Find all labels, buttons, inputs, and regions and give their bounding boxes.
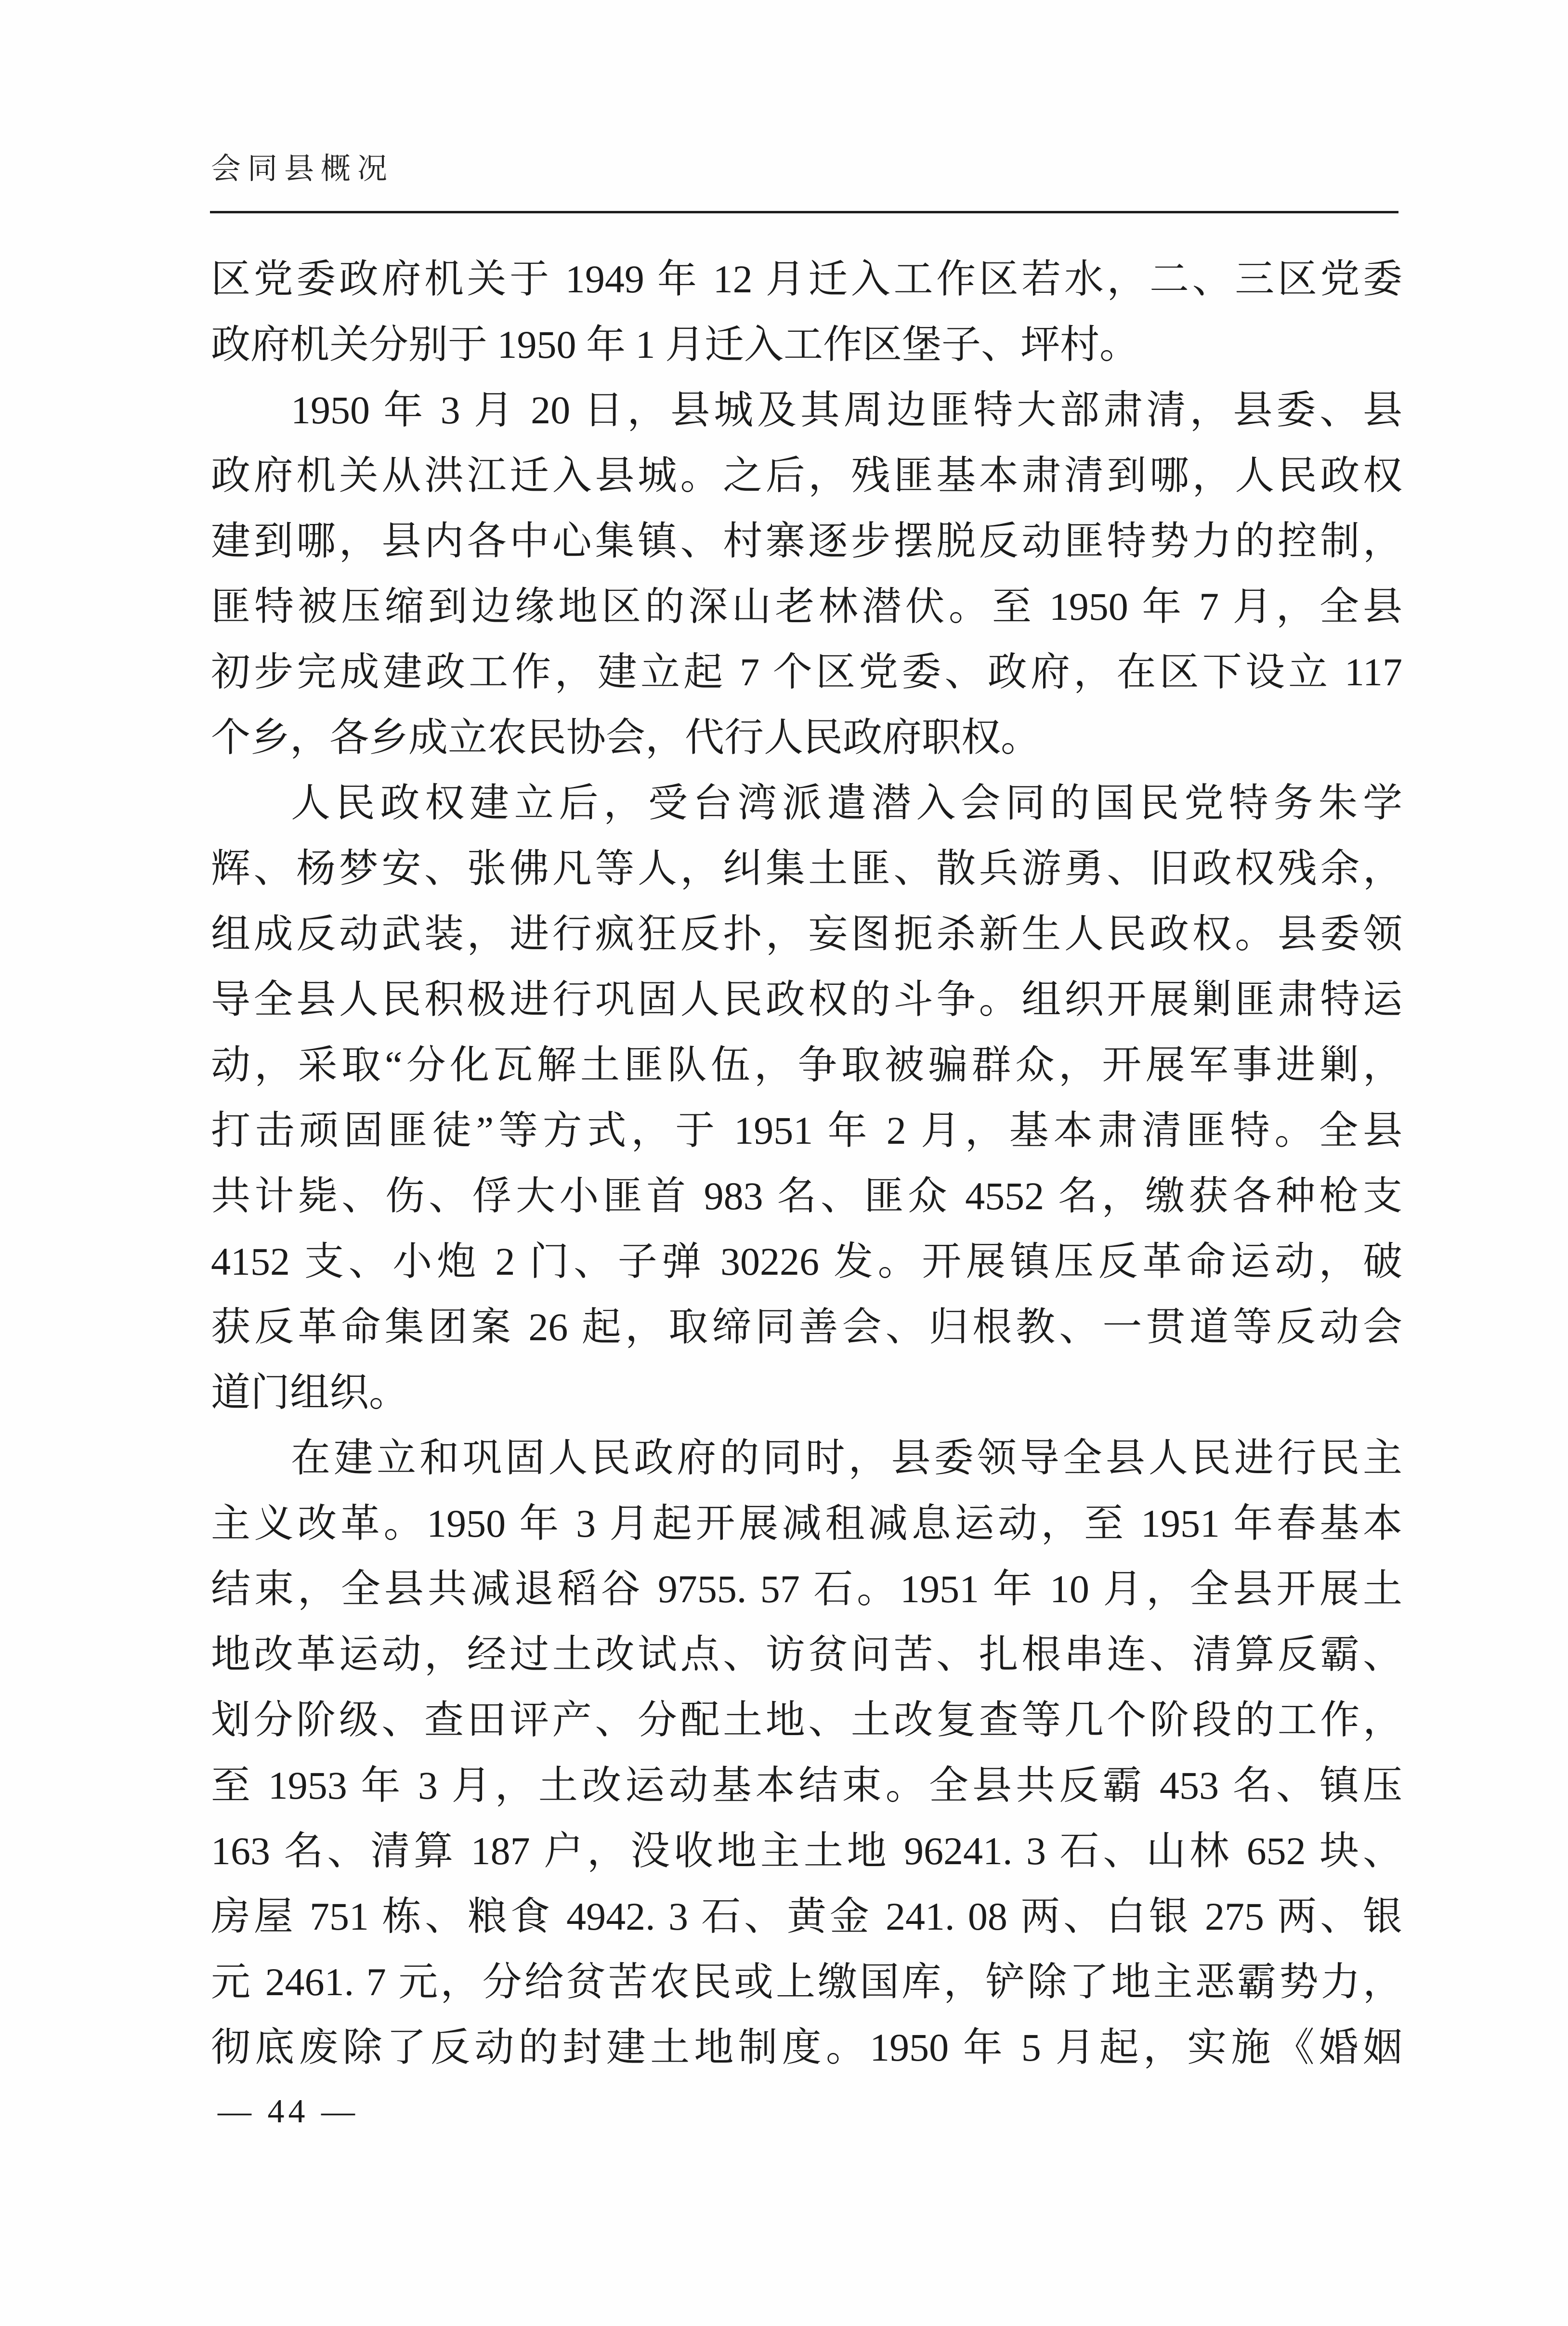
text-line: 政府机关从洪江迁入县城。之后，残匪基本肃清到哪，人民政权 — [211, 454, 1402, 497]
text-line: 结束，全县共减退稻谷 9755. 57 石。1951 年 10 月，全县开展土 — [211, 1567, 1402, 1611]
text-line: 打击顽固匪徒”等方式，于 1951 年 2 月，基本肃清匪特。全县 — [211, 1109, 1402, 1152]
text-line: 主义改革。1950 年 3 月起开展减租减息运动，至 1951 年春基本 — [211, 1502, 1402, 1545]
body-text — [211, 247, 1402, 2080]
running-header-title: 会同县概况 — [211, 153, 394, 185]
text-line: 组成反动武装，进行疯狂反扑，妄图扼杀新生人民政权。县委领 — [211, 912, 1402, 956]
text-line: 共计毙、伤、俘大小匪首 983 名、匪众 4552 名，缴获各种枪支 — [211, 1174, 1402, 1218]
text-line: 动，采取“分化瓦解土匪队伍，争取被骗群众，开展军事进剿， — [211, 1043, 1402, 1087]
text-line: 导全县人民积极进行巩固人民政权的斗争。组织开展剿匪肃特运 — [211, 978, 1402, 1021]
text-line: 房屋 751 栋、粮食 4942. 3 石、黄金 241. 08 两、白银 275 两、银 — [211, 1895, 1403, 1938]
text-line: 道门组织。 — [211, 1371, 409, 1414]
page-number: — 44 — — [218, 2093, 359, 2130]
text-line: 划分阶级、查田评产、分配土地、土改复查等几个阶段的工作， — [211, 1698, 1402, 1742]
text-line: 人民政权建立后，受台湾派遣潜入会同的国民党特务朱学 — [291, 781, 1402, 825]
text-line: 彻底废除了反动的封建土地制度。1950 年 5 月起，实施《婚姻 — [211, 2025, 1402, 2069]
text-line: 匪特被压缩到边缘地区的深山老林潜伏。至 1950 年 7 月，全县 — [211, 585, 1402, 628]
text-line: 至 1953 年 3 月，土改运动基本结束。全县共反霸 453 名、镇压 — [211, 1764, 1402, 1807]
text-line: 地改革运动，经过土改试点、访贫问苦、扎根串连、清算反霸、 — [211, 1633, 1402, 1676]
text-line: 辉、杨梦安、张佛凡等人，纠集土匪、散兵游勇、旧政权残余， — [211, 847, 1402, 890]
text-line: 政府机关分别于 1950 年 1 月迁入工作区堡子、坪村。 — [211, 323, 1139, 366]
text-line: 元 2461. 7 元，分给贫苦农民或上缴国库，铲除了地主恶霸势力， — [211, 1960, 1402, 2004]
text-line: 4152 支、小炮 2 门、子弹 30226 发。开展镇压反革命运动，破 — [211, 1240, 1402, 1283]
text-line: 163 名、清算 187 户，没收地主土地 96241. 3 石、山林 652 块、 — [211, 1829, 1402, 1873]
text-line: 在建立和巩固人民政府的同时，县委领导全县人民进行民主 — [291, 1436, 1402, 1480]
text-line: 1950 年 3 月 20 日，县城及其周边匪特大部肃清，县委、县 — [291, 388, 1402, 432]
text-line: 初步完成建政工作，建立起 7 个区党委、政府，在区下设立 117 — [211, 650, 1402, 694]
text-line: 区党委政府机关于 1949 年 12 月迁入工作区若水，二、三区党委 — [211, 257, 1402, 301]
header-rule — [210, 211, 1398, 213]
text-line: 建到哪，县内各中心集镇、村寨逐步摆脱反动匪特势力的控制， — [211, 519, 1402, 563]
text-line: 个乡，各乡成立农民协会，代行人民政府职权。 — [211, 716, 1041, 759]
text-line: 获反革命集团案 26 起，取缔同善会、归根教、一贯道等反动会 — [211, 1305, 1402, 1349]
